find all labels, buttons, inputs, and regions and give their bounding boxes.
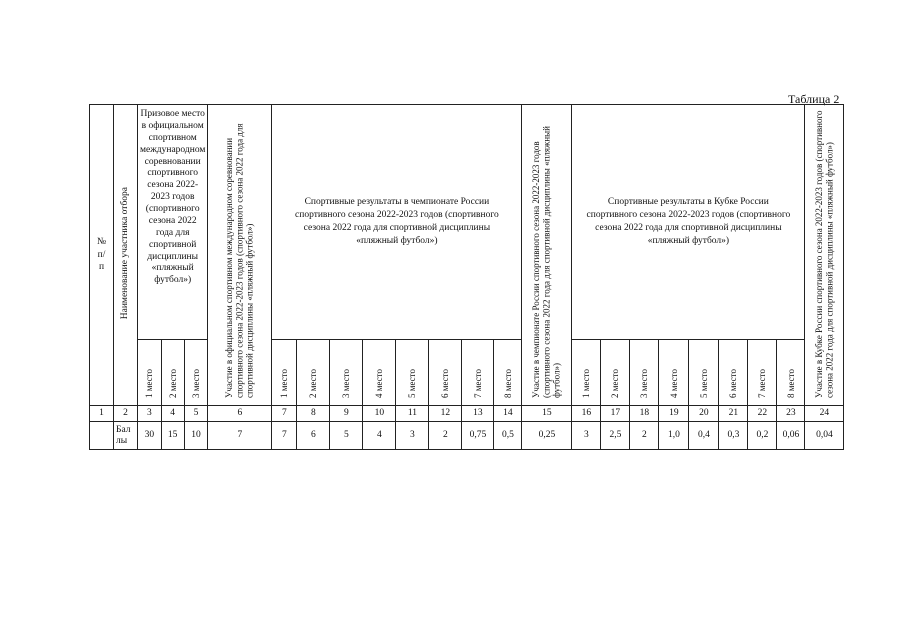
prize-place-3: 3 место — [184, 340, 208, 406]
col-number: 13 — [462, 406, 494, 422]
championship-place-3: 3 место — [330, 340, 363, 406]
col-number: 20 — [689, 406, 719, 422]
places-row — [90, 340, 844, 406]
col-number: 11 — [396, 406, 429, 422]
column-numbers-row — [90, 406, 844, 422]
points-label: Бал лы — [114, 422, 138, 450]
col-number: 24 — [805, 406, 844, 422]
points-value: 0,3 — [719, 422, 748, 450]
col-number: 21 — [719, 406, 748, 422]
col-number: 19 — [659, 406, 689, 422]
col-number: 10 — [363, 406, 396, 422]
col-number: 17 — [601, 406, 630, 422]
points-empty-cell — [90, 422, 114, 450]
points-value: 6 — [297, 422, 330, 450]
col-number: 22 — [748, 406, 777, 422]
points-table — [89, 104, 844, 450]
points-value: 4 — [363, 422, 396, 450]
points-value: 0,04 — [805, 422, 844, 450]
col-number: 15 — [522, 406, 572, 422]
cup-place-8: 8 место — [777, 340, 805, 406]
cup-place-7: 7 место — [748, 340, 777, 406]
col-number: 9 — [330, 406, 363, 422]
col-number: 12 — [429, 406, 462, 422]
prize-place-1: 1 место — [138, 340, 162, 406]
cup-place-4: 4 место — [659, 340, 689, 406]
points-value: 5 — [330, 422, 363, 450]
header-number: № п/ п — [90, 105, 114, 406]
header-participation-championship: Участие в чемпионате России спортивного сезона 2022-2023 годов (спортивного сезона 2022 года для спортивной дисциплины «пляжный футбол») — [522, 105, 572, 406]
cup-place-2: 2 место — [601, 340, 630, 406]
points-value: 3 — [572, 422, 601, 450]
points-value: 0,4 — [689, 422, 719, 450]
points-value: 1,0 — [659, 422, 689, 450]
cup-place-5: 5 место — [689, 340, 719, 406]
col-number: 5 — [184, 406, 208, 422]
points-value: 0,75 — [462, 422, 494, 450]
col-number: 2 — [114, 406, 138, 422]
points-value: 30 — [138, 422, 162, 450]
cup-place-6: 6 место — [719, 340, 748, 406]
prize-place-2: 2 место — [161, 340, 184, 406]
header-prize-place: Призовое место в официальном спортивном международном соревновании спортивного сезона 2022-2023 годов (спортивного сезона 2022 года для спортивной дисциплины «пляжный футбол») — [138, 105, 208, 340]
championship-place-6: 6 место — [429, 340, 462, 406]
col-number: 1 — [90, 406, 114, 422]
col-number: 8 — [297, 406, 330, 422]
cup-place-3: 3 место — [630, 340, 659, 406]
header-championship-results: Спортивные результаты в чемпионате России спортивного сезона 2022-2023 годов (спортивного сезона 2022 года для спортивной дисциплины «пляжный футбол») — [272, 105, 522, 340]
points-value: 0,25 — [522, 422, 572, 450]
points-value: 0,5 — [494, 422, 522, 450]
points-value: 2,5 — [601, 422, 630, 450]
championship-place-8: 8 место — [494, 340, 522, 406]
header-cup-results: Спортивные результаты в Кубке России спортивного сезона 2022-2023 годов (спортивного сезона 2022 года для спортивной дисциплины «пляжный футбол») — [572, 105, 805, 340]
points-value: 0,2 — [748, 422, 777, 450]
championship-place-2: 2 место — [297, 340, 330, 406]
cup-place-1: 1 место — [572, 340, 601, 406]
points-value: 7 — [208, 422, 272, 450]
points-value: 15 — [161, 422, 184, 450]
header-participant: Наименование участника отбора — [114, 105, 138, 406]
points-value: 3 — [396, 422, 429, 450]
points-value: 2 — [630, 422, 659, 450]
col-number: 16 — [572, 406, 601, 422]
championship-place-4: 4 место — [363, 340, 396, 406]
col-number: 6 — [208, 406, 272, 422]
points-value: 10 — [184, 422, 208, 450]
championship-place-1: 1 место — [272, 340, 297, 406]
col-number: 18 — [630, 406, 659, 422]
col-number: 23 — [777, 406, 805, 422]
points-value: 2 — [429, 422, 462, 450]
points-value: 7 — [272, 422, 297, 450]
championship-place-7: 7 место — [462, 340, 494, 406]
points-value: 0,06 — [777, 422, 805, 450]
header-participation-cup: Участие в Кубке России спортивного сезона 2022-2023 годов (спортивного сезона 2022 года для спортивной дисциплины «пляжный футбол») — [805, 105, 844, 406]
col-number: 14 — [494, 406, 522, 422]
col-number: 4 — [161, 406, 184, 422]
col-number: 7 — [272, 406, 297, 422]
points-row — [90, 422, 844, 450]
col-number: 3 — [138, 406, 162, 422]
championship-place-5: 5 место — [396, 340, 429, 406]
header-row — [90, 105, 844, 340]
table-caption: Таблица 2 — [788, 92, 840, 106]
header-participation-intl: Участие в официальном спортивном международном соревновании спортивного сезона 2022-2023 годов (спортивного сезона 2022 года для спортивной дисциплины «пляжный футбол») — [208, 105, 272, 406]
